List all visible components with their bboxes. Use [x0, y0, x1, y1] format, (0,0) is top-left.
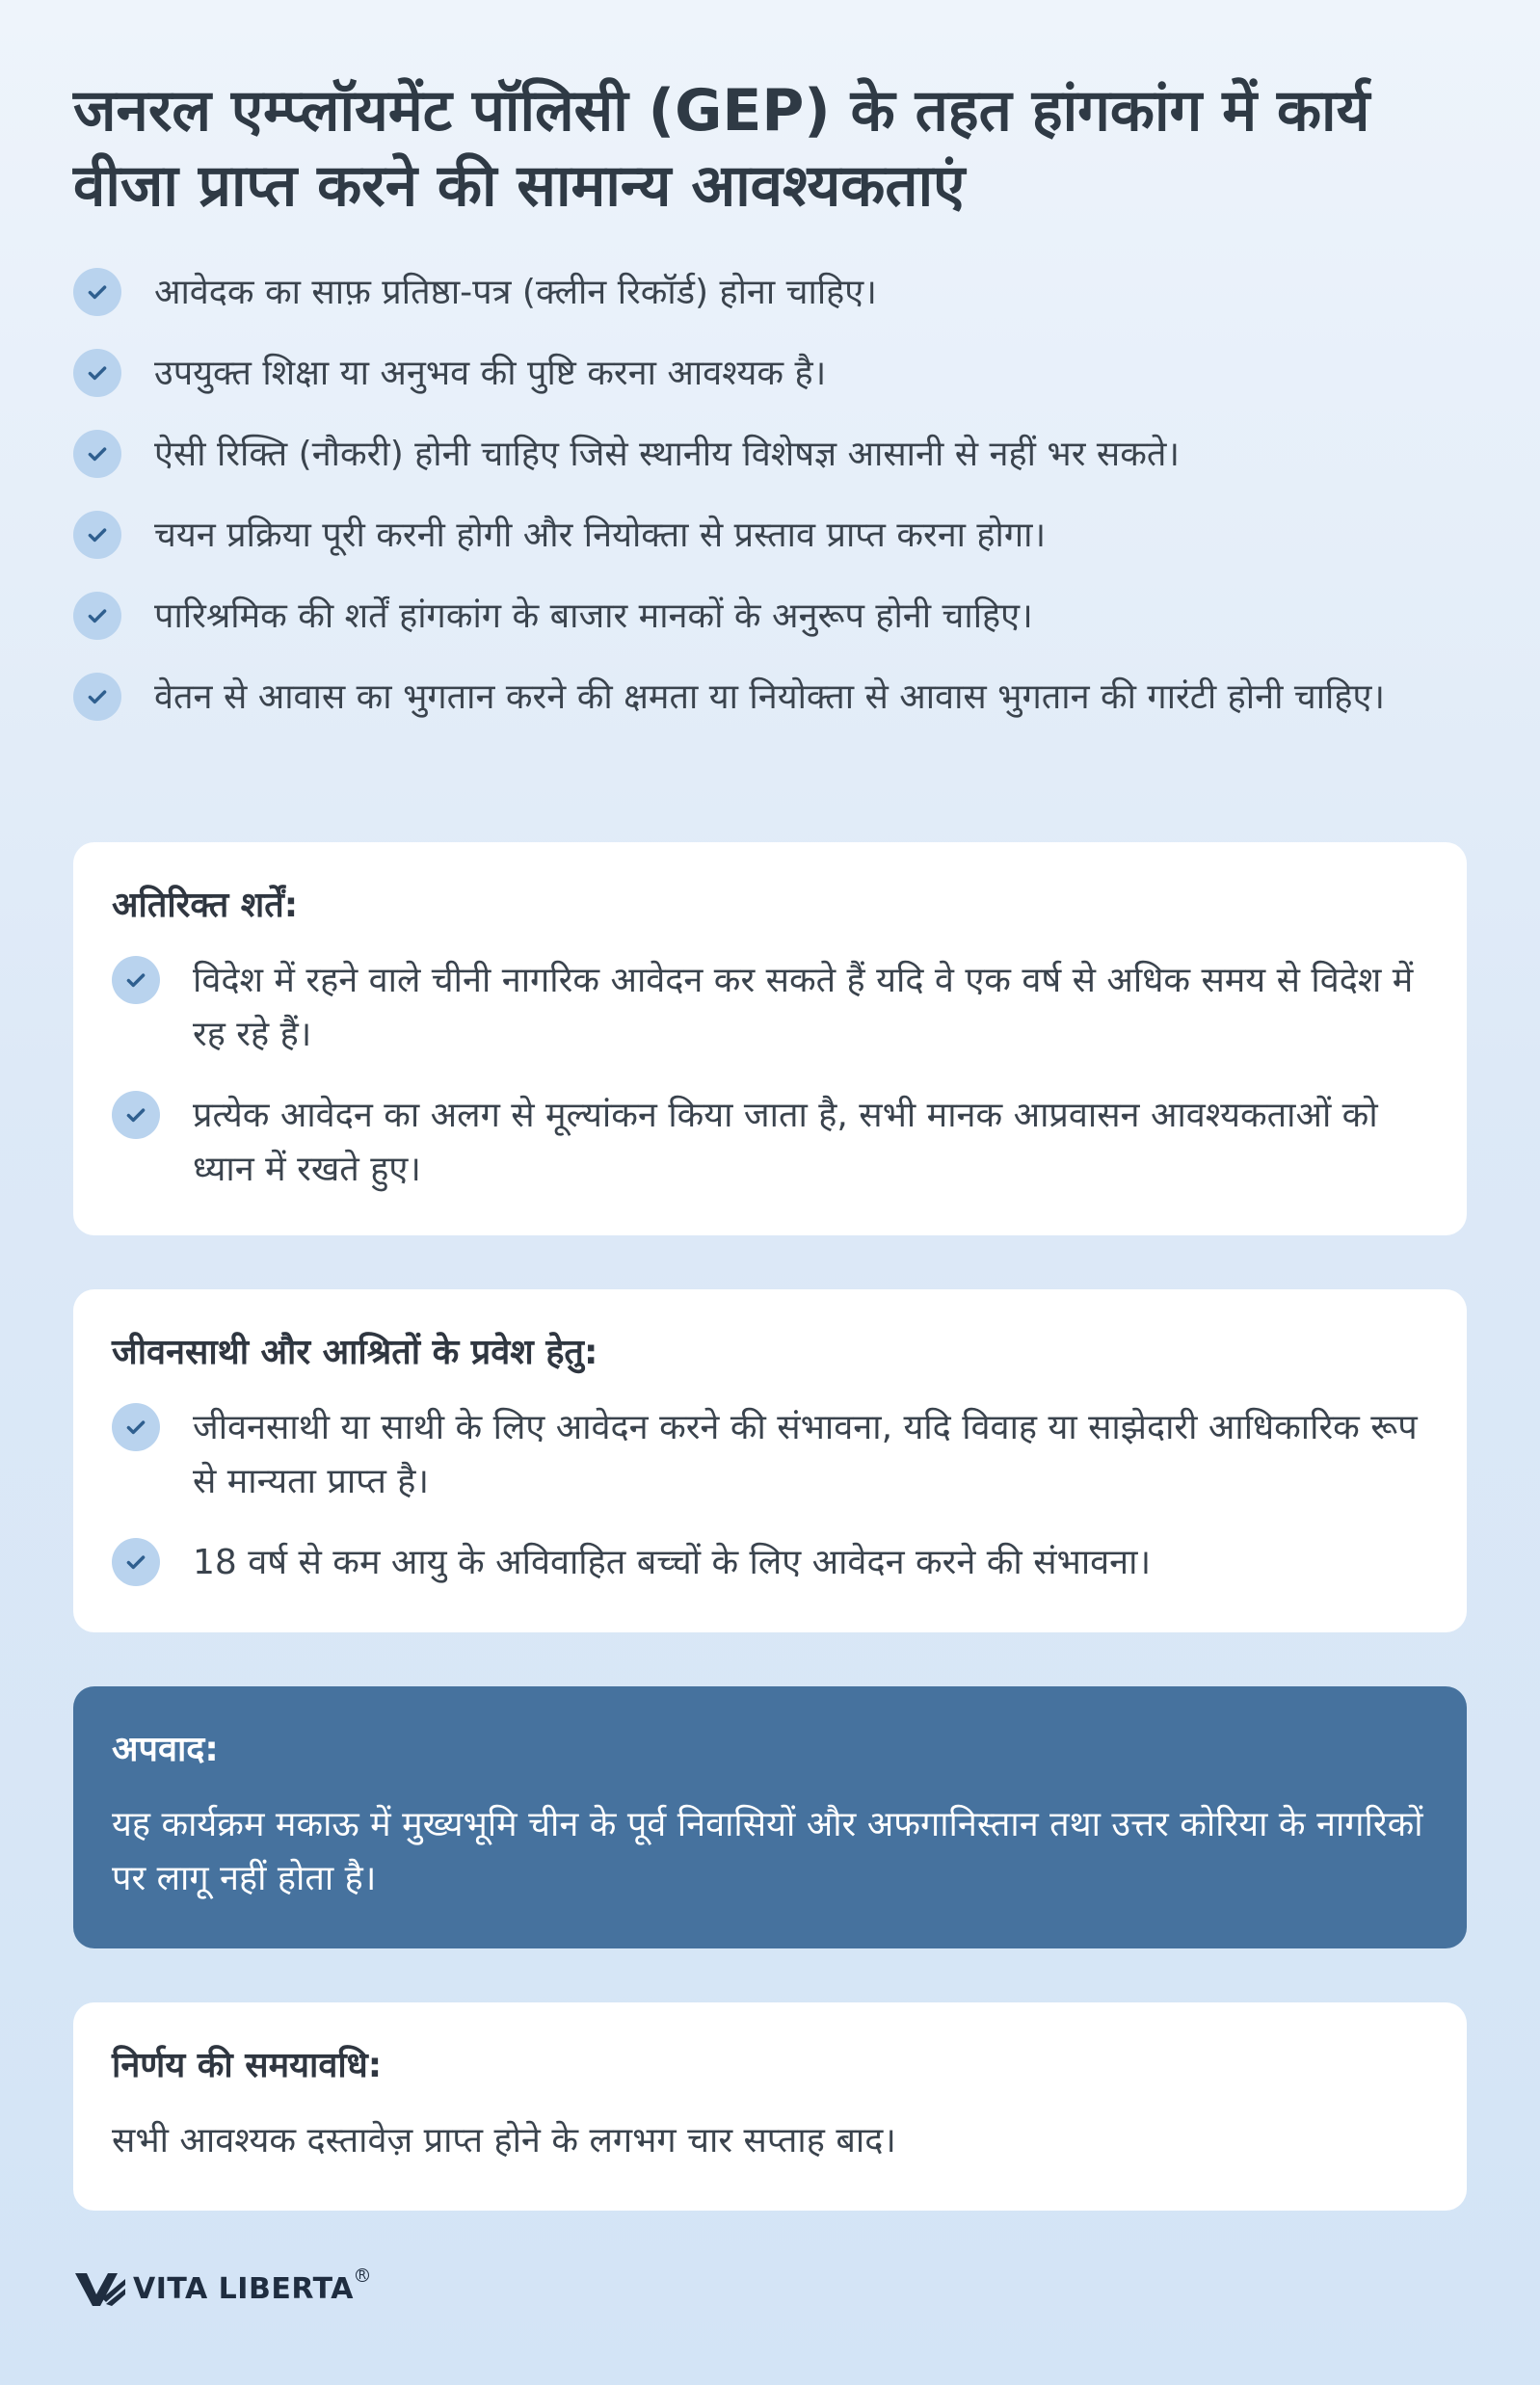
check-icon	[112, 956, 160, 1004]
brand-logo	[73, 2269, 369, 2308]
timeline-card	[73, 2002, 1467, 2211]
list-item-text: चयन प्रक्रिया पूरी करनी होगी और नियोक्ता से प्रस्ताव प्राप्त करना होगा।	[154, 516, 1047, 555]
list-item-text: ऐसी रिक्ति (नौकरी) होनी चाहिए जिसे स्थानीय विशेषज्ञ आसानी से नहीं भर सकते।	[154, 435, 1181, 474]
list-item-text: पारिश्रमिक की शर्तें हांगकांग के बाजार मानकों के अनुरूप होनी चाहिए।	[154, 596, 1033, 636]
check-icon	[73, 268, 121, 316]
list-item-text: उपयुक्त शिक्षा या अनुभव की पुष्टि करना आवश्यक है।	[154, 354, 827, 393]
logo-icon	[73, 2269, 127, 2308]
list-item-text: विदेश में रहने वाले चीनी नागरिक आवेदन कर सकते हैं यदि वे एक वर्ष से अधिक समय से विदेश में रह रहे हैं।	[193, 961, 1414, 1054]
check-icon	[73, 430, 121, 478]
card-title: अपवाद:	[112, 1730, 219, 1769]
list-item	[73, 266, 1467, 320]
list-item-text: आवेदक का साफ़ प्रतिष्ठा-पत्र (क्लीन रिकॉर्ड) होना चाहिए।	[154, 273, 877, 312]
list-item	[73, 428, 1467, 482]
check-icon	[112, 1403, 160, 1451]
list-item	[73, 671, 1467, 725]
logo-text: VITA LIBERTA	[133, 2271, 354, 2306]
list-item	[73, 347, 1467, 401]
requirements-list	[73, 266, 1467, 752]
card-title: निर्णय की समयावधि:	[112, 2046, 383, 2085]
check-icon	[112, 1538, 160, 1586]
list-item	[73, 590, 1467, 644]
check-icon	[73, 592, 121, 640]
check-icon	[73, 673, 121, 721]
card-title: जीवनसाथी और आश्रितों के प्रवेश हेतु:	[112, 1333, 598, 1372]
list-item	[73, 509, 1467, 563]
registered-mark: R	[356, 2268, 369, 2282]
list-item-text: प्रत्येक आवेदन का अलग से मूल्यांकन किया जाता है, सभी मानक आप्रवासन आवश्यकताओं को ध्यान में रखते हुए।	[193, 1096, 1378, 1189]
list-item	[112, 1401, 1428, 1509]
dependents-card	[73, 1289, 1467, 1632]
list-item-text: वेतन से आवास का भुगतान करने की क्षमता या नियोक्ता से आवास भुगतान की गारंटी होनी चाहिए।	[154, 677, 1386, 717]
check-icon	[112, 1091, 160, 1139]
card-body-text: यह कार्यक्रम मकाऊ में मुख्यभूमि चीन के पूर्व निवासियों और अफगानिस्तान तथा उत्तर कोरिया के नागरिकों पर लागू नहीं होता है।	[112, 1805, 1423, 1898]
additional-conditions-card	[73, 842, 1467, 1235]
check-icon	[73, 349, 121, 397]
card-title: अतिरिक्त शर्तें:	[112, 886, 299, 925]
page-title: जनरल एम्प्लॉयमेंट पॉलिसी (GEP) के तहत हांगकांग में कार्य वीजा प्राप्त करने की सामान्य आवश्यकताएं	[73, 77, 1370, 220]
list-item	[112, 1536, 1428, 1590]
list-item	[112, 954, 1428, 1062]
list-item-text: 18 वर्ष से कम आयु के अविवाहित बच्चों के लिए आवेदन करने की संभावना।	[193, 1543, 1152, 1582]
exceptions-card	[73, 1686, 1467, 1948]
check-icon	[73, 511, 121, 559]
card-body-text: सभी आवश्यक दस्तावेज़ प्राप्त होने के लगभग चार सप्ताह बाद।	[112, 2121, 896, 2160]
list-item	[112, 1089, 1428, 1197]
list-item-text: जीवनसाथी या साथी के लिए आवेदन करने की संभावना, यदि विवाह या साझेदारी आधिकारिक रूप से मान्यता प्राप्त है।	[193, 1408, 1418, 1501]
